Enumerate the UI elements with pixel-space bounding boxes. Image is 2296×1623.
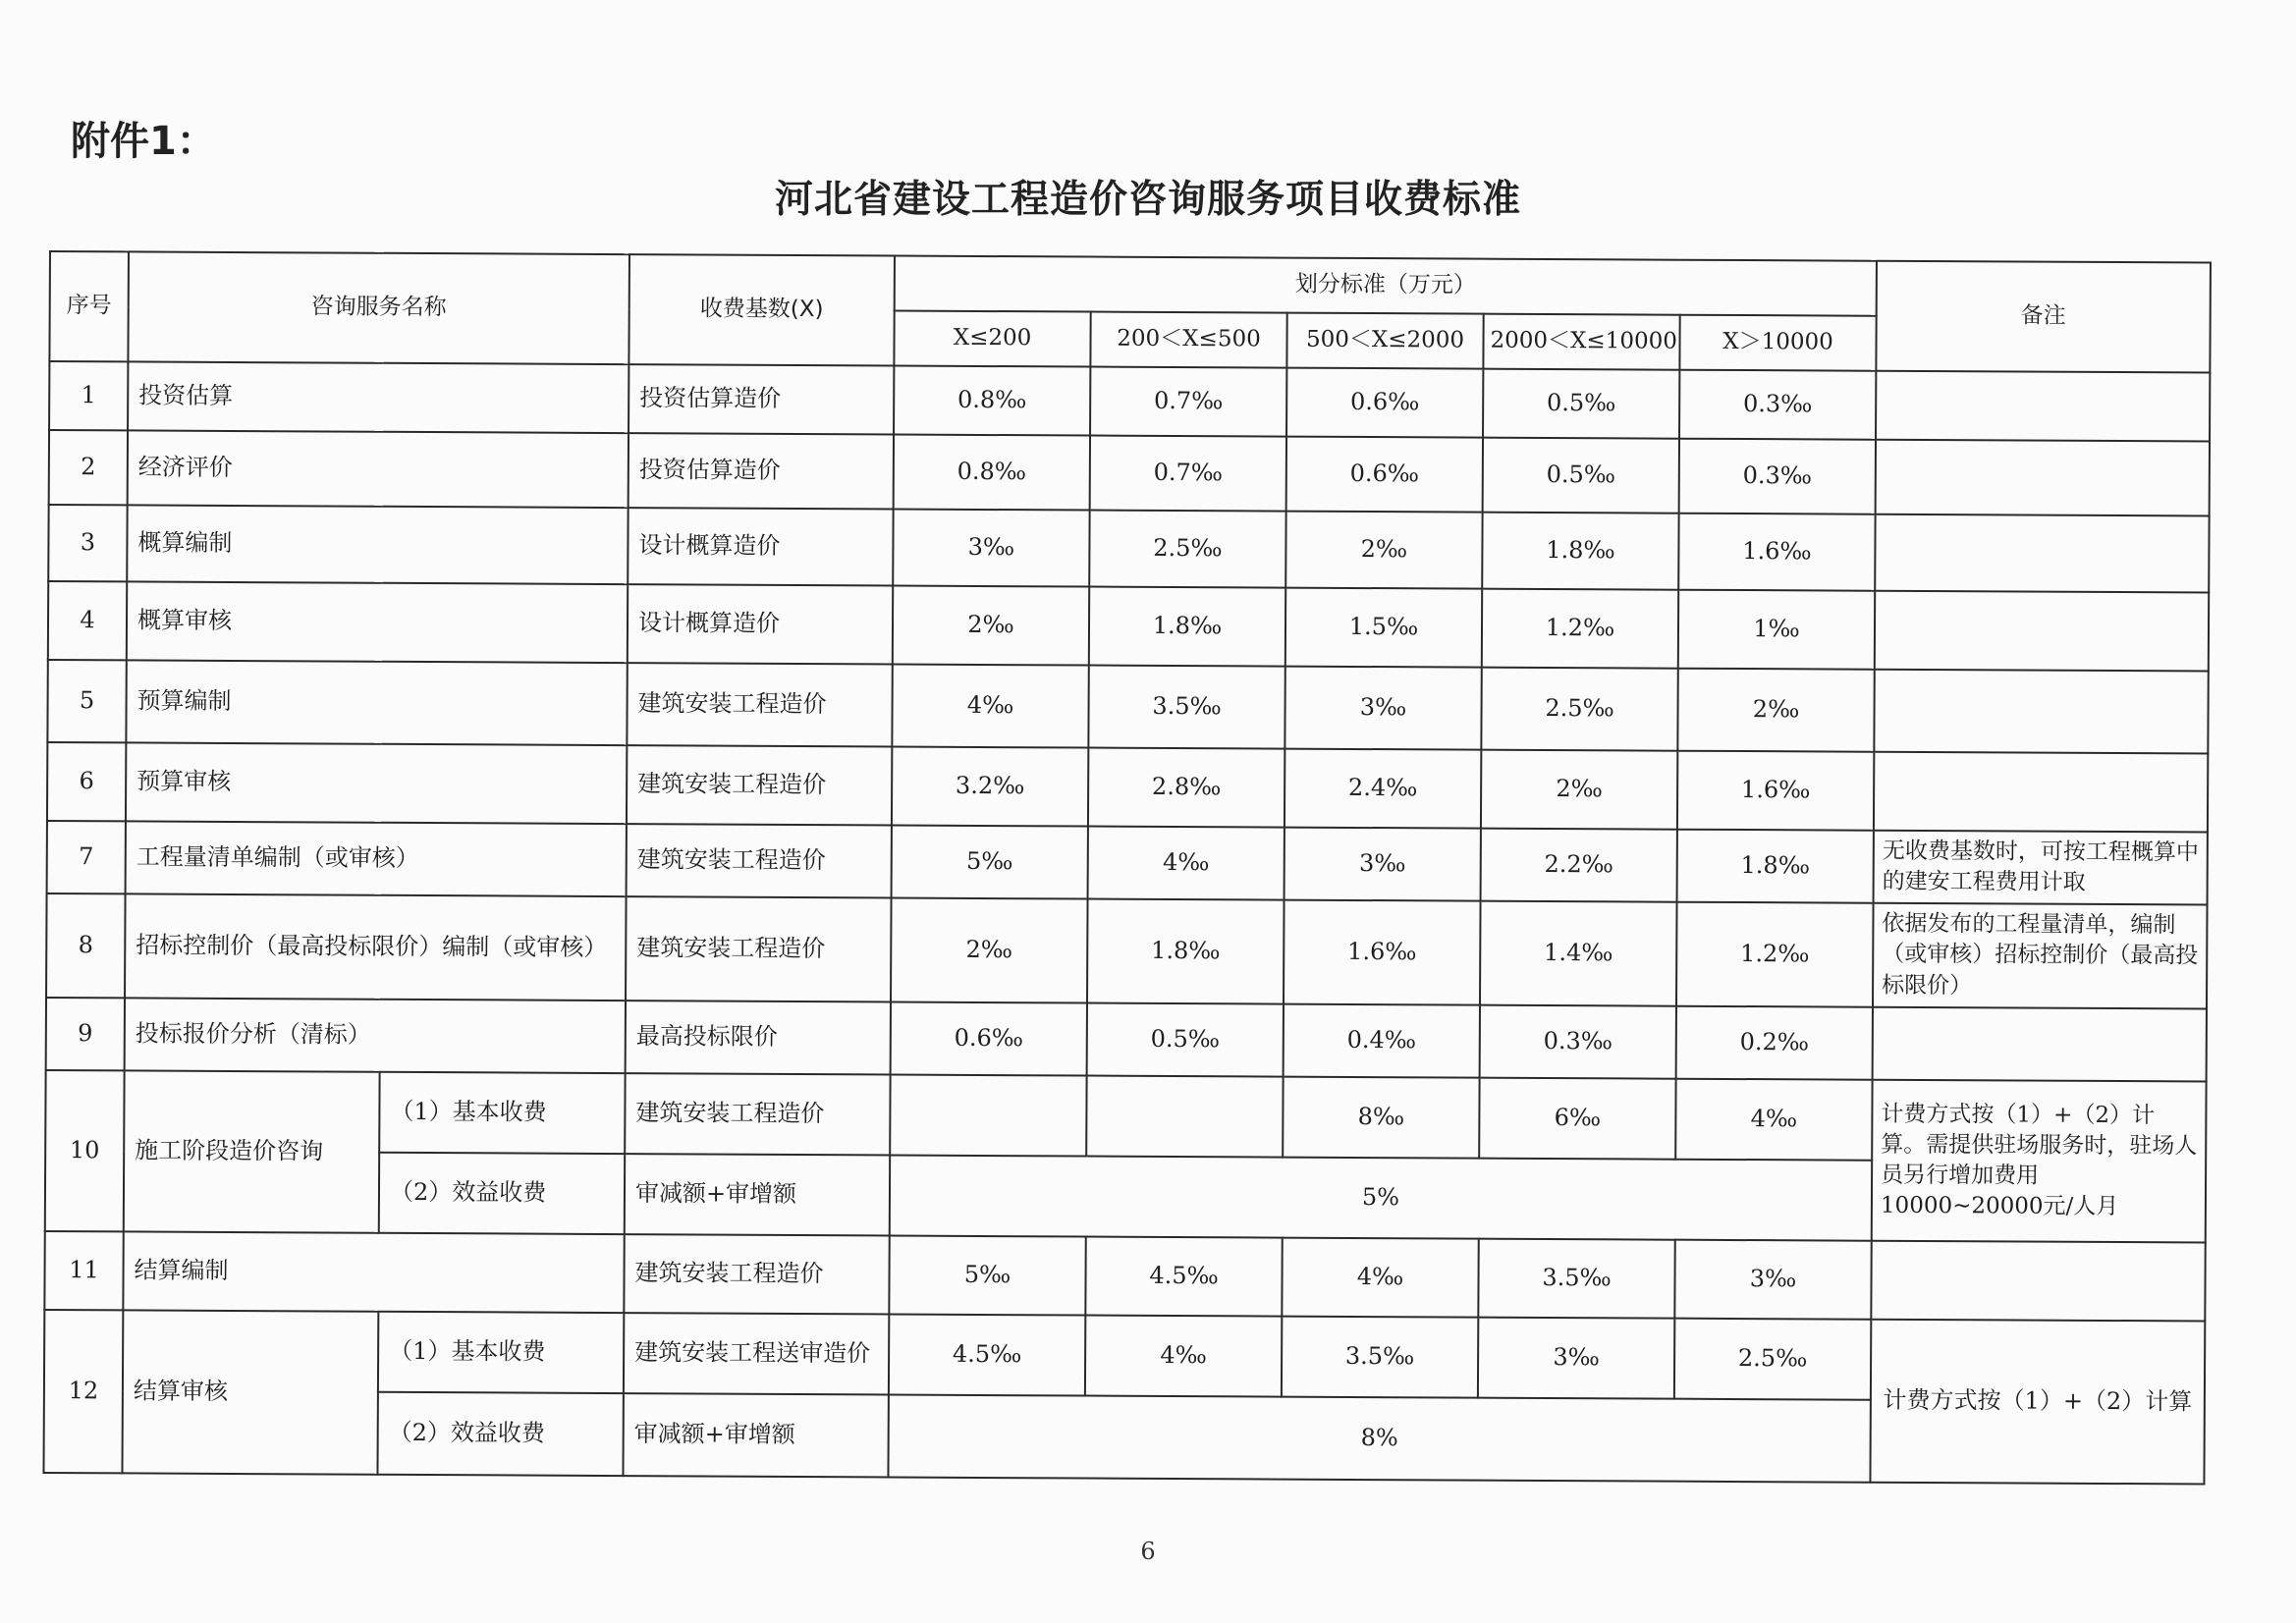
rate-cell: 2‰: [1285, 512, 1482, 589]
table-row: [49, 430, 2210, 516]
table-row: [47, 821, 2208, 905]
page-title: 河北省建设工程造价咨询服务项目收费标准: [774, 178, 1521, 222]
row-number: 11: [44, 1231, 123, 1310]
remark-cell: [1874, 670, 2208, 754]
rate-cell: [890, 1074, 1086, 1156]
fee-base: 投资估算造价: [629, 364, 894, 434]
rate-cell: 3.5‰: [1088, 666, 1285, 749]
rate-cell: 4‰: [1088, 827, 1285, 900]
fee-base: 投资估算造价: [629, 433, 894, 509]
fee-base: 建筑安装工程造价: [625, 1073, 890, 1155]
remark-cell: [1871, 1241, 2205, 1322]
row-number: 1: [49, 361, 128, 430]
fee-base: 最高投标限价: [626, 1001, 891, 1074]
sub-item-label: （2）效益收费: [377, 1392, 623, 1476]
rate-cell: 3‰: [1478, 1318, 1674, 1399]
service-name: 结算编制: [123, 1231, 624, 1313]
service-name: 预算编制: [126, 660, 627, 745]
row-number: 2: [49, 430, 128, 505]
header-remark: 备注: [1876, 261, 2211, 373]
rate-cell: 2‰: [1677, 669, 1874, 752]
table-body: [43, 251, 2211, 1485]
rate-cell: 1.2‰: [1482, 589, 1678, 669]
rate-cell: 3.5‰: [1478, 1239, 1674, 1319]
rate-cell: 3.2‰: [892, 747, 1088, 827]
row-number: 8: [46, 893, 126, 998]
rate-cell: 1.2‰: [1676, 902, 1874, 1007]
rate-cell: 2.5‰: [1481, 668, 1677, 751]
fee-base: 建筑安装工程造价: [627, 745, 892, 825]
service-name: 概算审核: [127, 581, 628, 663]
remark-cell: [1876, 371, 2210, 442]
rate-cell: 1.8‰: [1482, 513, 1678, 590]
rate-cell: [1086, 1076, 1283, 1158]
rate-cell: 2‰: [891, 897, 1088, 1002]
table-row: [44, 1231, 2205, 1322]
rate-cell: 1.5‰: [1285, 588, 1482, 668]
header-tier: 500＜X≤2000: [1286, 313, 1483, 369]
rate-cell: 0.5‰: [1483, 438, 1679, 514]
row-number: 7: [47, 821, 126, 893]
rate-cell: 5‰: [892, 826, 1088, 899]
remark-cell: [1874, 752, 2208, 833]
fee-base: 审减额+审增额: [625, 1154, 890, 1235]
row-number: 4: [48, 581, 127, 660]
table-row: [45, 1070, 2206, 1163]
rate-cell: 4.5‰: [1085, 1237, 1282, 1317]
attachment-label: 附件1：: [71, 119, 216, 164]
fee-base: 建筑安装工程造价: [627, 663, 892, 746]
rate-cell: 4‰: [1675, 1079, 1872, 1161]
fee-base: 建筑安装工程造价: [627, 824, 892, 897]
rate-cell: 2‰: [1481, 750, 1677, 830]
service-name: 预算审核: [126, 742, 627, 824]
remark-cell: [1876, 440, 2210, 516]
fee-base: 设计概算造价: [628, 508, 893, 585]
rate-cell: 0.3‰: [1679, 370, 1876, 440]
rate-cell: 5%: [890, 1155, 1872, 1240]
rate-cell: 4‰: [1282, 1238, 1478, 1318]
rate-cell: 1.4‰: [1480, 901, 1677, 1006]
rate-cell: 1.8‰: [1089, 587, 1285, 667]
rate-cell: 5‰: [889, 1235, 1085, 1315]
rate-cell: 1.6‰: [1678, 514, 1875, 591]
rate-cell: 3.5‰: [1282, 1317, 1478, 1398]
header-tier: X＞10000: [1679, 315, 1876, 371]
table-row: [47, 660, 2208, 754]
rate-cell: 0.3‰: [1480, 1005, 1676, 1079]
rate-cell: 3‰: [1285, 828, 1481, 901]
rate-cell: 0.4‰: [1284, 1004, 1480, 1078]
rate-cell: 3‰: [893, 510, 1089, 587]
service-name: 经济评价: [128, 430, 629, 508]
rate-cell: 1.6‰: [1284, 900, 1481, 1005]
rate-cell: 4‰: [1085, 1316, 1282, 1397]
service-name: 招标控制价（最高投标限价）编制（或审核）: [125, 893, 627, 1001]
rate-cell: 0.8‰: [894, 435, 1090, 511]
table-row: [46, 893, 2208, 1009]
rate-cell: 3‰: [1285, 667, 1481, 750]
rate-cell: 8%: [888, 1394, 1870, 1482]
table-row: [48, 505, 2209, 593]
rate-cell: 4.5‰: [889, 1314, 1085, 1395]
fee-base: 建筑安装工程送审造价: [624, 1313, 889, 1394]
rate-cell: 0.2‰: [1676, 1006, 1873, 1080]
rate-cell: 0.5‰: [1087, 1003, 1284, 1077]
fee-base: 建筑安装工程造价: [626, 896, 892, 1001]
header-tier-group: 划分标准（万元）: [895, 256, 1877, 316]
header-tier: 2000＜X≤10000: [1483, 314, 1679, 370]
table-row: [47, 742, 2208, 833]
rate-cell: 0.5‰: [1483, 369, 1679, 439]
table-row: [44, 1310, 2205, 1402]
rate-cell: 3‰: [1674, 1240, 1871, 1320]
rate-cell: 2.5‰: [1089, 511, 1285, 588]
row-number: 5: [47, 660, 126, 742]
row-number: 12: [43, 1310, 123, 1473]
rate-cell: 4‰: [892, 665, 1088, 748]
remark-cell: 依据发布的工程量清单，编制（或审核）招标控制价（最高投标限价）: [1873, 903, 2208, 1009]
rate-cell: 6‰: [1479, 1078, 1675, 1160]
service-name: 结算审核: [122, 1310, 378, 1474]
rate-cell: 1.8‰: [1677, 830, 1874, 903]
service-name: 概算编制: [127, 505, 628, 584]
remark-cell: [1873, 1007, 2207, 1082]
rate-cell: 0.7‰: [1090, 436, 1286, 512]
remark-cell: 计费方式按（1）+（2）计算。需提供驻场服务时，驻场人员另行增加费用10000~20000元/人月: [1872, 1080, 2207, 1243]
header-service-name: 咨询服务名称: [128, 251, 629, 364]
rate-cell: 2‰: [893, 586, 1089, 666]
rate-cell: 2.8‰: [1088, 748, 1285, 828]
rate-cell: 0.6‰: [1286, 368, 1483, 438]
fee-base: 设计概算造价: [628, 584, 893, 664]
rate-cell: 0.7‰: [1090, 367, 1286, 437]
rate-cell: 2.5‰: [1674, 1319, 1871, 1400]
rate-cell: 2.4‰: [1285, 749, 1481, 829]
rate-cell: 0.6‰: [1286, 437, 1483, 513]
row-number: 10: [45, 1070, 125, 1231]
remark-cell: 计费方式按（1）+（2）计算: [1870, 1320, 2205, 1485]
table-row: [46, 998, 2207, 1082]
header-tier: X≤200: [894, 311, 1090, 367]
table-row: [49, 361, 2210, 442]
rate-cell: 0.6‰: [891, 1001, 1087, 1075]
sub-item-label: （1）基本收费: [378, 1312, 624, 1393]
rate-cell: 0.8‰: [894, 366, 1090, 436]
remark-cell: 无收费基数时，可按工程概算中的建安工程费用计取: [1874, 831, 2208, 905]
header-row-1: [50, 251, 2211, 318]
header-fee-base: 收费基数(X): [629, 254, 895, 365]
table-row: [48, 581, 2209, 672]
fee-base: 审减额+审增额: [623, 1393, 888, 1477]
remark-cell: [1875, 514, 2209, 593]
sub-item-label: （1）基本收费: [379, 1072, 625, 1154]
rate-cell: 1.8‰: [1087, 899, 1285, 1004]
row-number: 9: [46, 998, 125, 1070]
rate-cell: 0.3‰: [1679, 439, 1876, 514]
header-seq: 序号: [49, 251, 129, 361]
rate-cell: 2.2‰: [1481, 829, 1677, 902]
service-name: 投标报价分析（清标）: [125, 998, 626, 1073]
fee-standard-table: [42, 250, 2212, 1486]
page-number: 6: [1140, 1538, 1156, 1565]
rate-cell: 8‰: [1283, 1077, 1479, 1159]
fee-base: 建筑安装工程造价: [624, 1234, 889, 1314]
rate-cell: 1‰: [1678, 590, 1875, 670]
service-name: 施工阶段造价咨询: [124, 1070, 380, 1232]
service-name: 工程量清单编制（或审核）: [126, 821, 627, 896]
sub-item-label: （2）效益收费: [379, 1153, 625, 1234]
rate-cell: 1.6‰: [1677, 751, 1874, 831]
row-number: 6: [47, 742, 126, 821]
remark-cell: [1875, 591, 2209, 672]
service-name: 投资估算: [128, 361, 629, 433]
row-number: 3: [48, 505, 127, 581]
header-tier: 200＜X≤500: [1090, 312, 1286, 368]
